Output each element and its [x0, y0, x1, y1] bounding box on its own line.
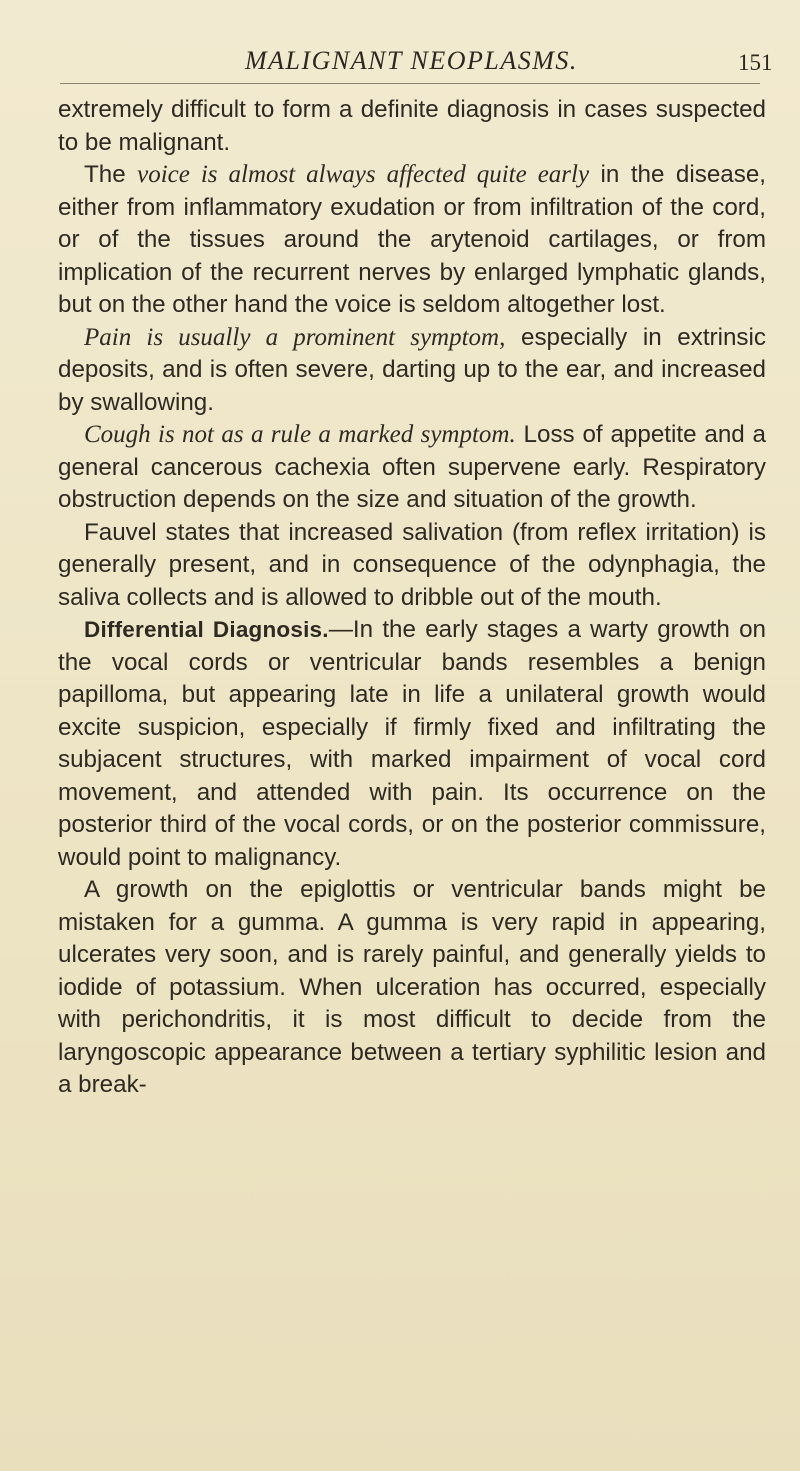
text-run: in the disease, either from inflammatory exudation or from infiltration of the cord, or of the tissues around the arytenoid cartilages, or from implication of the recurrent nerves by enlarged lymphatic glands, but on the other hand the voice is seldom altogether lost. — [58, 161, 766, 318]
section-heading: Differential Diagnosis. — [84, 617, 329, 642]
page-number: 151 — [738, 50, 773, 75]
paragraph-cough — [58, 419, 766, 517]
italic-phrase: voice is almost always affected quite early — [137, 161, 590, 188]
paragraph-pain — [58, 322, 766, 420]
text-run: The — [84, 161, 138, 188]
italic-phrase: Pain is usually a prominent symptom, — [84, 323, 506, 351]
paragraph-differential-diagnosis — [58, 614, 766, 874]
text-run: A growth on the epiglottis or ventricular bands might be mistaken for a gumma. A gumma is very rapid in appearing, ulcerates very soon, and is rarely painful, and generally yields to iodide of potassium. When ulceration has occurred, especially with perichondritis, it is most difficult to decide from the laryngoscopic appearance between a tertiary syphilitic lesion and a break- — [58, 876, 766, 1098]
text-run: Fauvel states that increased salivation (from reflex irritation) is generally present, and in consequence of the odynphagia, the saliva collects and is allowed to dribble out of the mouth. — [58, 518, 766, 611]
italic-phrase: Cough is not as a rule a marked symptom. — [84, 421, 516, 448]
running-head — [0, 36, 800, 84]
text-run: especially in extrinsic deposits, and is often severe, darting up to the ear, and increased by swallowing. — [58, 323, 766, 416]
paragraph-continuation — [58, 94, 766, 159]
header-rule — [60, 83, 760, 84]
paragraph-gumma — [58, 874, 766, 1102]
text-run: —In the early stages a warty growth on the vocal cords or ventricular bands resembles a benign papilloma, but appearing late in life a unilateral growth would excite suspicion, especially if firmly fixed and infiltrating the subjacent structures, with marked impairment of vocal cord movement, and attended with pain. Its occurrence on the posterior third of the vocal cords, or on the posterior commissure, would point to malignancy. — [58, 616, 766, 871]
text-run: extremely difficult to form a definite diagnosis in cases suspected to be malignant. — [58, 96, 766, 156]
running-title: MALIGNANT NEOPLASMS. — [245, 46, 578, 75]
body-text — [58, 94, 766, 1102]
paragraph-fauvel — [58, 517, 766, 615]
text-run: Loss of appetite and a general cancerous cachexia often supervene early. Respiratory obstruction depends on the size and situation of the growth. — [58, 421, 766, 513]
paragraph-voice — [58, 159, 766, 322]
